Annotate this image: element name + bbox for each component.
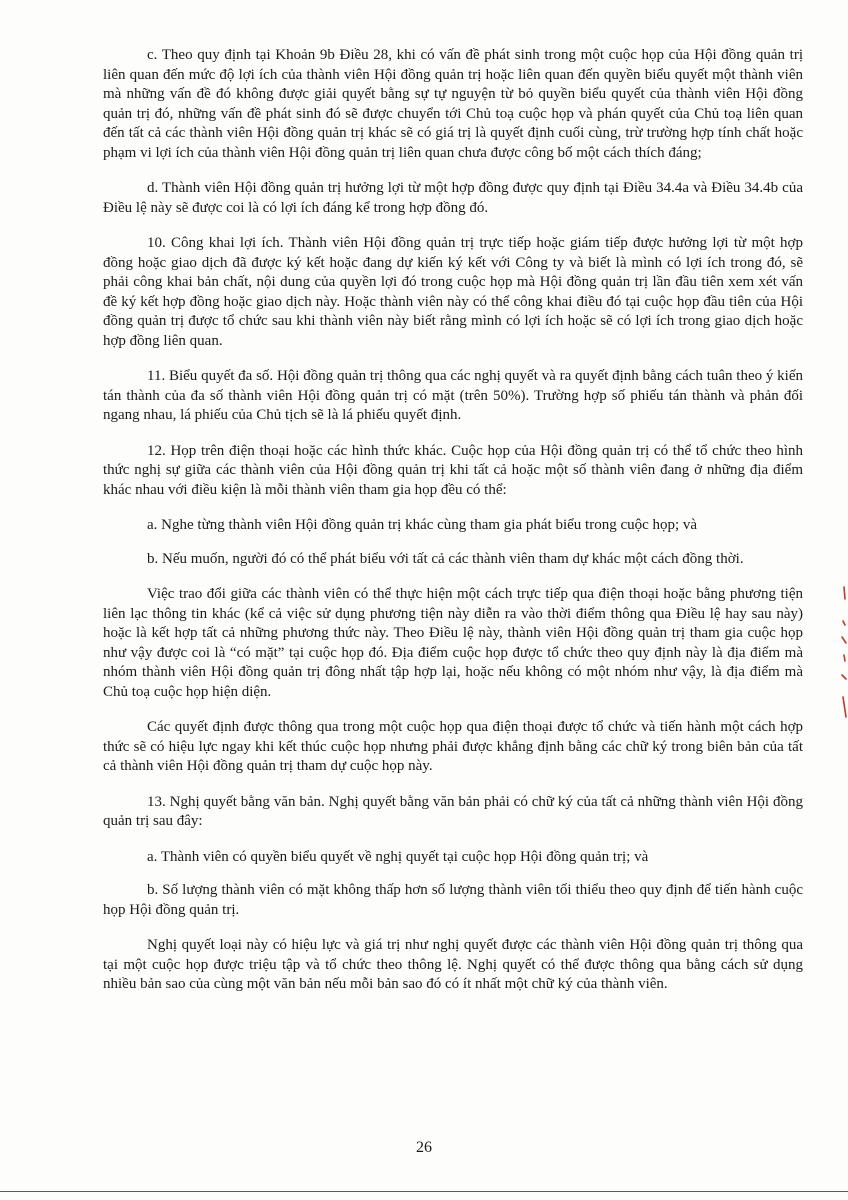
paragraph-phone-decisions: Các quyết định được thông qua trong một cuộc họp qua điện thoại được tổ chức và tiến hành một cách hợp thức sẽ có hiệu lực ngay khi kết thúc cuộc họp nhưng phải được khẳng định bằng các chữ ký trong biên bản của tất cả thành viên Hội đồng quản trị tham dự cuộc họp này. — [103, 719, 803, 774]
page-number: 26 — [416, 1139, 432, 1156]
paragraph-12a: a. Nghe từng thành viên Hội đồng quản trị khác cùng tham gia phát biểu trong cuộc họp; và — [147, 517, 698, 533]
paragraph-12: 12. Họp trên điện thoại hoặc các hình thức khác. Cuộc họp của Hội đồng quản trị có thể tổ chức theo hình thức nghị sự giữa các thành viên của Hội đồng quản trị khi tất cả hoặc một số thành viên đang ở những địa điểm khác nhau với điều kiện là mỗi thành viên tham gia họp đều có thể: — [103, 442, 803, 498]
paragraph-resolution-validity: Nghị quyết loại này có hiệu lực và giá trị như nghị quyết được các thành viên Hội đồng quản trị thông qua tại một cuộc họp được triệu tập và tổ chức theo thông lệ. Nghị quyết có thể được thông qua bằng cách sử dụng nhiều bản sao của cùng một văn bản nếu mỗi bản sao đó có ít nhất một chữ ký của thành viên. — [103, 937, 803, 992]
paragraph-13a: a. Thành viên có quyền biểu quyết về nghị quyết tại cuộc họp Hội đồng quản trị; và — [147, 848, 649, 865]
page-body — [103, 46, 803, 1011]
red-stamp-edge-marks — [836, 585, 848, 725]
paragraph-9d: d. Thành viên Hội đồng quản trị hưởng lợi từ một hợp đồng được quy định tại Điều 34.4a và Điều 34.4b của Điều lệ này sẽ được coi là có lợi ích đáng kể trong hợp đồng đó. — [103, 180, 803, 216]
paragraph-10: 10. Công khai lợi ích. Thành viên Hội đồng quản trị trực tiếp hoặc giám tiếp được hưởng lợi từ một hợp đồng hoặc giao dịch đã được ký kết hoặc đang dự kiến ký kết với Công ty và biết là mình có lợi ích trong đó, sẽ phải công khai bản chất, nội dung của quyền lợi đó trong cuộc họp mà Hội đồng quản trị lần đầu tiên xem xét vấn đề ký kết hợp đồng hoặc giao dịch này. Hoặc thành viên này có thể công khai điều đó tại cuộc họp đầu tiên của Hội đồng quản trị được tổ chức sau khi thành viên này biết rằng mình có lợi ích hoặc sẽ có lợi ích trong giao dịch hoặc hợp đồng liên quan. — [103, 235, 803, 349]
bottom-rule — [0, 1191, 848, 1192]
paragraph-11: 11. Biểu quyết đa số. Hội đồng quản trị thông qua các nghị quyết và ra quyết định bằng cách tuân theo ý kiến tán thành của đa số thành viên Hội đồng quản trị có mặt (trên 50%). Trường hợp số phiếu tán thành và phản đối ngang nhau, lá phiếu của Chủ tịch sẽ là lá phiếu quyết định. — [103, 368, 803, 423]
paragraph-13b: b. Số lượng thành viên có mặt không thấp hơn số lượng thành viên tối thiểu theo quy định để tiến hành cuộc họp Hội đồng quản trị. — [103, 882, 803, 918]
paragraph-13: 13. Nghị quyết bằng văn bản. Nghị quyết bằng văn bản phải có chữ ký của tất cả những thành viên Hội đồng quản trị sau đây: — [103, 793, 803, 829]
paragraph-12b: b. Nếu muốn, người đó có thể phát biểu với tất cả các thành viên tham dự khác một cách đồng thời. — [147, 550, 744, 567]
paragraph-communication: Việc trao đổi giữa các thành viên có thể thực hiện một cách trực tiếp qua điện thoại hoặc bằng phương tiện liên lạc thông tin khác (kể cả việc sử dụng phương tiện này diễn ra vào thời điểm thông qua Điều lệ hay sau này) hoặc là kết hợp tất cả những phương thức này. Theo Điều lệ này, thành viên Hội đồng quản trị tham gia cuộc họp như vậy được coi là “có mặt” tại cuộc họp đó. Địa điểm cuộc họp được tổ chức theo quy định này là địa điểm mà nhóm thành viên Hội đồng quản trị đông nhất tập hợp lại, hoặc nếu không có một nhóm như vậy, là địa điểm mà Chủ toạ cuộc họp hiện diện. — [103, 586, 803, 700]
paragraph-9c: c. Theo quy định tại Khoản 9b Điều 28, khi có vấn đề phát sinh trong một cuộc họp của Hội đồng quản trị liên quan đến mức độ lợi ích của thành viên Hội đồng quản trị hoặc liên quan đến quyền biểu quyết một thành viên mà những vấn đề đó không được giải quyết bằng sự tự nguyện từ bỏ quyền biểu quyết của thành viên Hội đồng quản trị đó, những vấn đề phát sinh đó sẽ được chuyển tới Chủ toạ cuộc họp và phán quyết của Chủ toạ liên quan đến tất cả các thành viên Hội đồng quản trị khác sẽ có giá trị là quyết định cuối cùng, trừ trường hợp tính chất hoặc phạm vi lợi ích của thành viên Hội đồng quản trị liên quan chưa được công bố một cách thích đáng; — [103, 47, 803, 161]
